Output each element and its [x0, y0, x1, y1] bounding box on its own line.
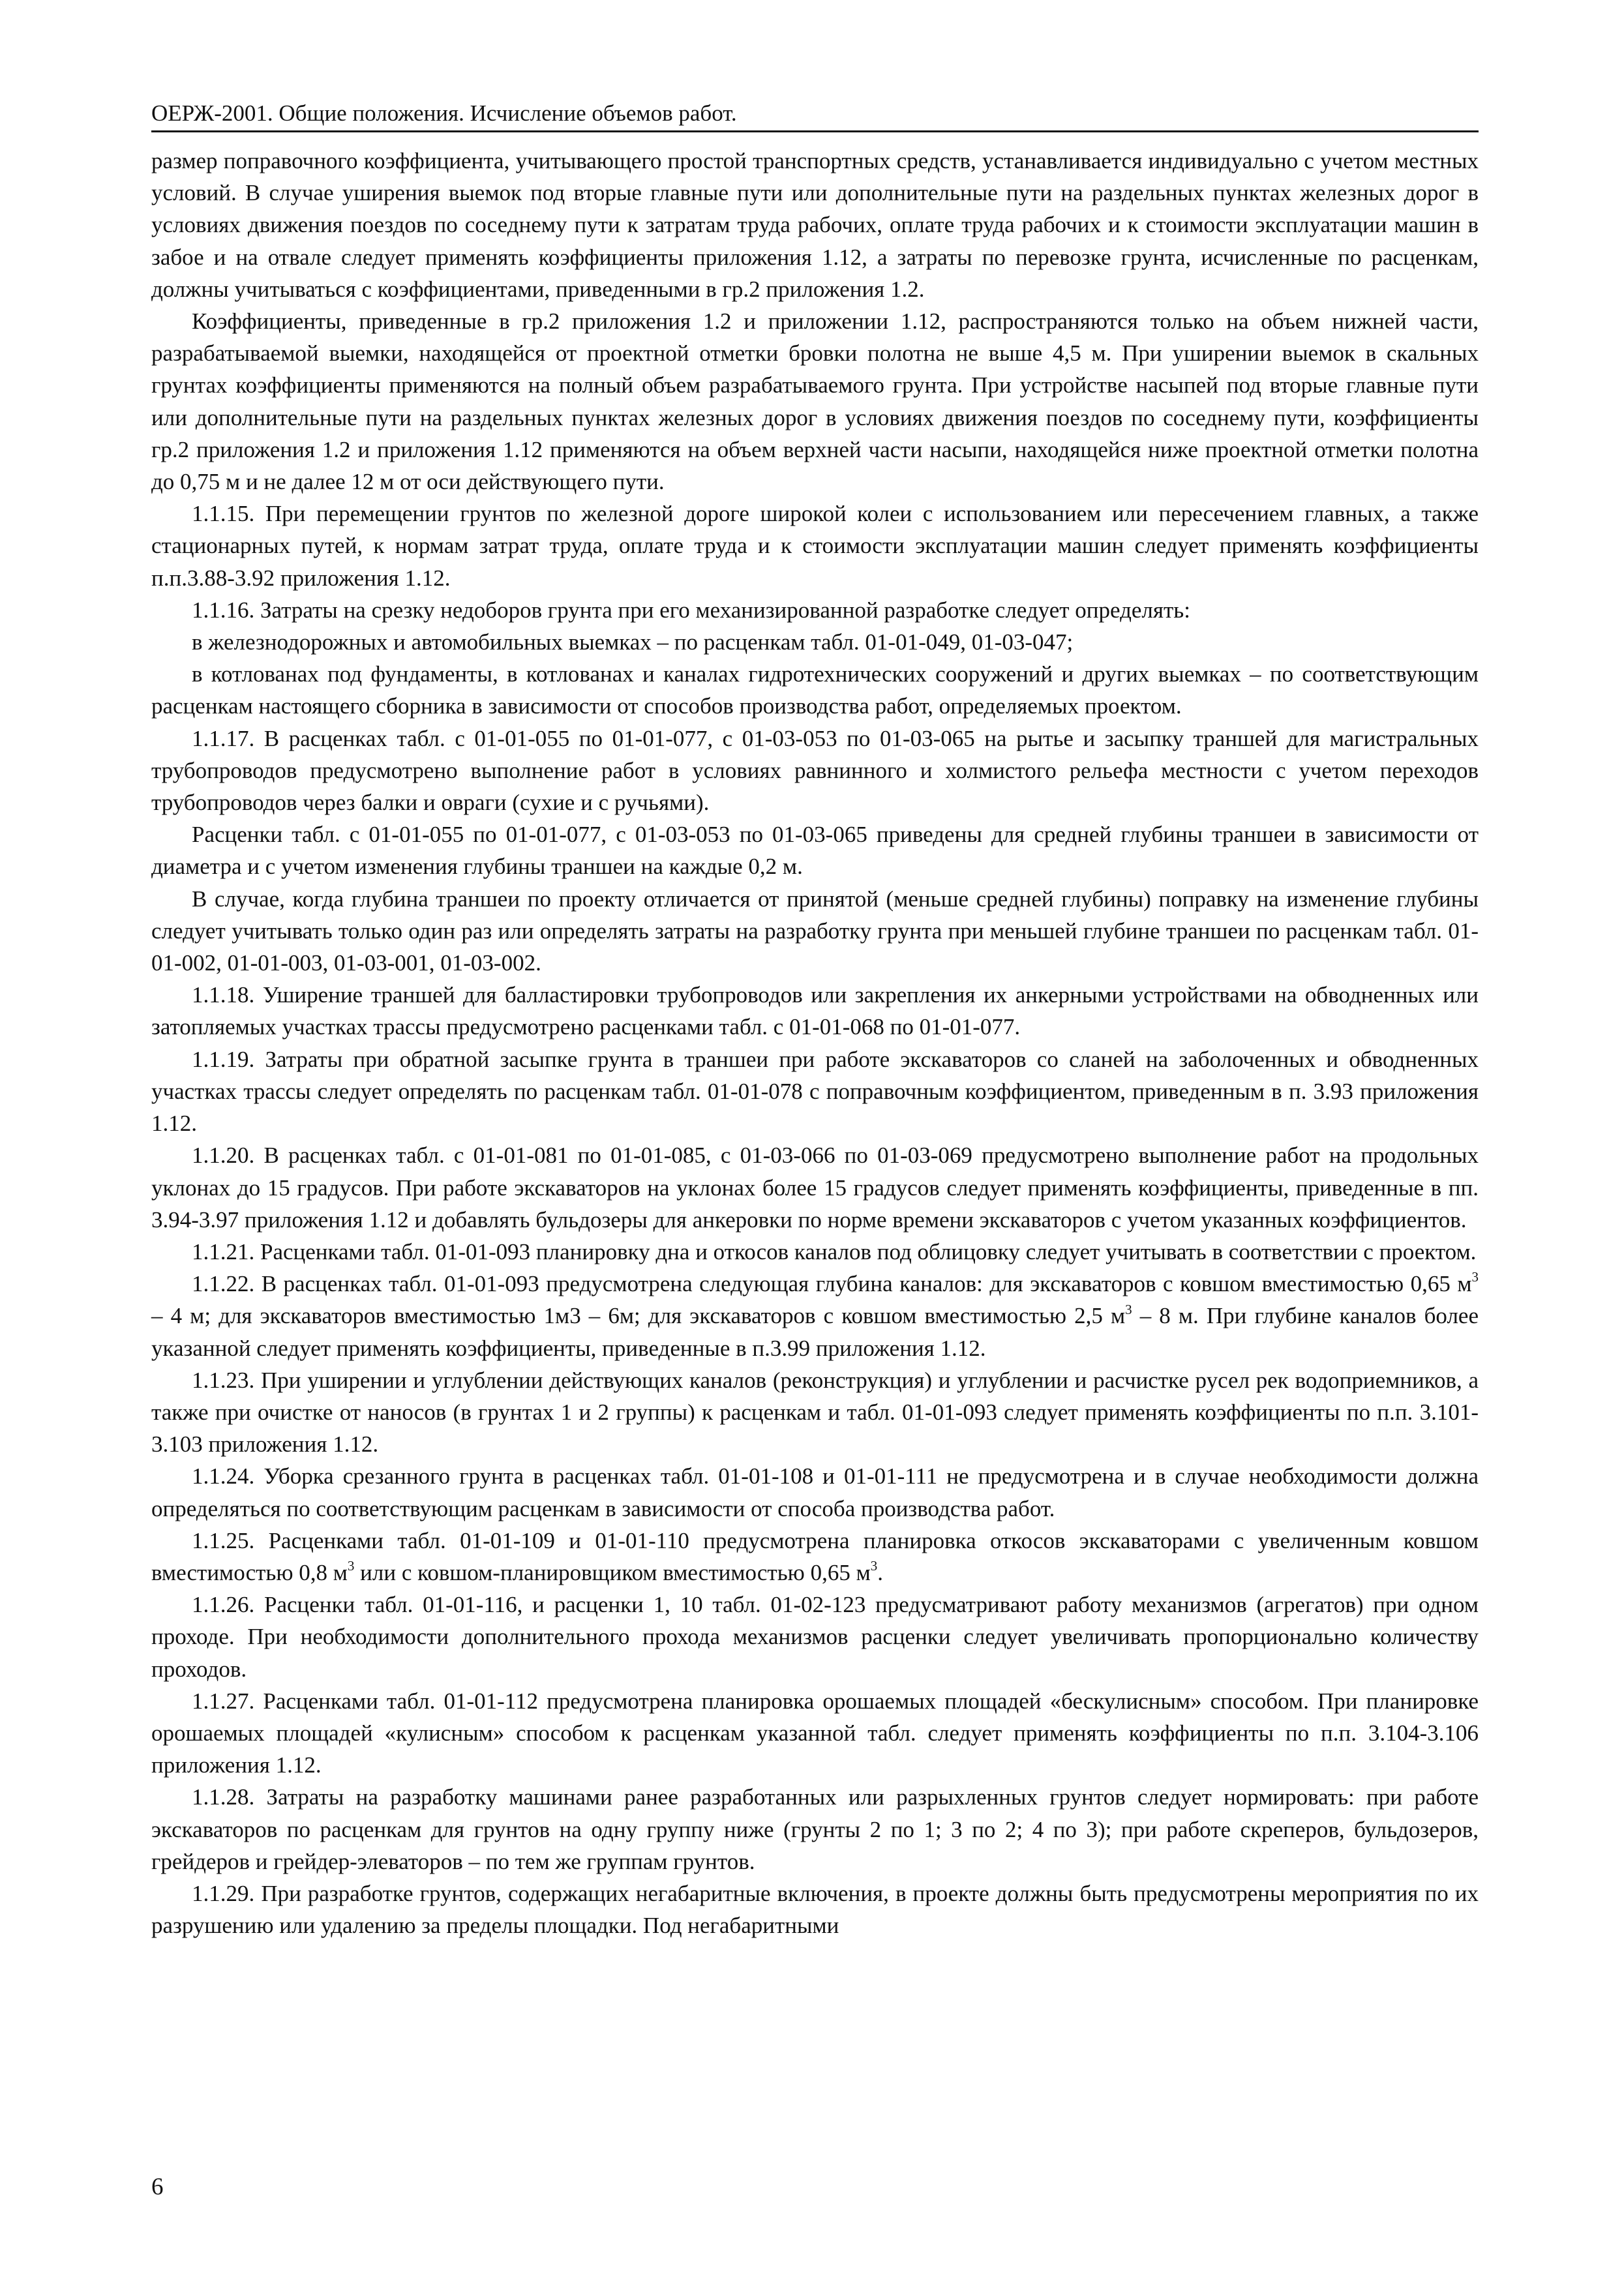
paragraph: 1.1.29. При разработке грунтов, содержащих негабаритные включения, в проекте должны быть предусмотрены мероприятия по их разрушению или удалению за пределы площадки. Под негабаритными: [151, 1880, 1479, 1939]
paragraph: размер поправочного коэффициента, учитывающего простой транспортных средств, устанавливается индивидуально с учетом местных условий. В случае уширения выемок под вторые главные пути или дополнительные пути на раздельных пунктах железных дорог в условиях движения поездов по соседнему пути к затратам труда рабочих, оплате труда рабочих и к стоимости эксплуатации машин в забое и на отвале следует применять коэффициенты приложения 1.12, а затраты по перевозке грунта, исчисленные по расценкам, должны учитываться с коэффициентами, приведенными в гр.2 приложения 1.2.: [151, 148, 1479, 302]
paragraph: Расценки табл. с 01-01-055 по 01-01-077, с 01-03-053 по 01-03-065 приведены для средней глубины траншеи в зависимости от диаметра и с учетом изменения глубины траншеи на каждые 0,2 м.: [151, 822, 1479, 880]
superscript: 3: [1471, 1269, 1479, 1285]
paragraph: [151, 1525, 1479, 1589]
page-number: 6: [151, 2174, 164, 2200]
text-run: или с ковшом-планировщиком вместимостью 0,65 м: [354, 1559, 871, 1585]
paragraph: Коэффициенты, приведенные в гр.2 приложения 1.2 и приложении 1.12, распространяются только на объем нижней части, разрабатываемой выемки, находящейся от проектной отметки бровки полотна не выше 4,5 м. При уширении выемок в скальных грунтах коэффициенты применяются на полный объем разрабатываемого грунта. При устройстве насыпей под вторые главные пути или дополнительные пути на раздельных пунктах железных дорог в условиях движения поездов по соседнему пути, коэффициенты гр.2 приложения 1.2 и приложения 1.12 применяются на объем верхней части насыпи, находящейся ниже проектной отметки полотна до 0,75 м и не далее 12 м от оси действующего пути.: [151, 308, 1479, 495]
paragraph: в котлованах под фундаменты, в котлованах и каналах гидротехнических сооружений и других выемках – по соответствующим расценкам настоящего сборника в зависимости от способов производства работ, определяемых проектом.: [151, 661, 1479, 719]
paragraph: 1.1.18. Уширение траншей для балластировки трубопроводов или закрепления их анкерными устройствами на обводненных или затопляемых участках трассы предусмотрено расценками табл. с 01-01-068 по 01-01-077.: [151, 982, 1479, 1040]
text-run: 1.1.25. Расценками табл. 01-01-109 и 01-01-110 предусмотрена планировка откосов экскаваторами с увеличенным ковшом вместимостью 0,8 м: [151, 1527, 1479, 1585]
superscript: 3: [347, 1558, 355, 1574]
paragraph: 1.1.20. В расценках табл. с 01-01-081 по 01-01-085, с 01-03-066 по 01-03-069 предусмотрено выполнение работ на продольных уклонах до 15 градусов. При работе экскаваторов на уклонах более 15 градусов следует применять коэффициенты, приведенные в пп. 3.94-3.97 приложения 1.12 и добавлять бульдозеры для анкеровки по норме времени экскаваторов с учетом указанных коэффициентов.: [151, 1143, 1479, 1233]
superscript: 3: [870, 1558, 878, 1574]
paragraph: 1.1.17. В расценках табл. с 01-01-055 по 01-01-077, с 01-03-053 по 01-03-065 на рытье и засыпку траншей для магистральных трубопроводов предусмотрено выполнение работ в условиях равнинного и холмистого рельефа местности с учетом переходов трубопроводов через балки и овраги (сухие и с ручьями).: [151, 725, 1479, 816]
paragraph: 1.1.19. Затраты при обратной засыпке грунта в траншеи при работе экскаваторов со сланей на заболоченных и обводненных участках трассы следует определять по расценкам табл. 01-01-078 с поправочным коэффициентом, приведенным в п. 3.93 приложения 1.12.: [151, 1046, 1479, 1137]
document-body: [151, 145, 1479, 1941]
paragraph: В случае, когда глубина траншеи по проекту отличается от принятой (меньше средней глубины) поправку на изменение глубины следует учитывать только один раз или определять затраты на разработку грунта при меньшей глубине траншеи по расценкам табл. 01-01-002, 01-01-003, 01-03-001, 01-03-002.: [151, 886, 1479, 976]
page-header: ОЕРЖ-2001. Общие положения. Исчисление объемов работ.: [151, 99, 1479, 132]
paragraph: в железнодорожных и автомобильных выемках – по расценкам табл. 01-01-049, 01-03-047;: [192, 629, 1074, 655]
paragraph: [151, 1268, 1479, 1364]
text-run: – 4 м; для экскаваторов вместимостью 1м3 – 6м; для экскаваторов с ковшом вместимостью 2,5 м: [151, 1303, 1126, 1329]
text-run: .: [877, 1559, 883, 1585]
paragraph: 1.1.24. Уборка срезанного грунта в расценках табл. 01-01-108 и 01-01-111 не предусмотрена и в случае необходимости должна определяться по соответствующим расценкам в зависимости от способа производства работ.: [151, 1463, 1479, 1521]
paragraph: 1.1.26. Расценки табл. 01-01-116, и расценки 1, 10 табл. 01-02-123 предусматривают работу механизмов (агрегатов) при одном проходе. При необходимости дополнительного прохода механизмов расценки следует увеличивать пропорционально количеству проходов.: [151, 1592, 1479, 1682]
paragraph: 1.1.15. При перемещении грунтов по железной дороге широкой колеи с использованием или пересечением главных, а также стационарных путей, к нормам затрат труда, оплате труда и к стоимости эксплуатации машин следует применять коэффициенты п.п.3.88-3.92 приложения 1.12.: [151, 501, 1479, 591]
superscript: 3: [1125, 1301, 1132, 1317]
text-run: 1.1.22. В расценках табл. 01-01-093 предусмотрена следующая глубина каналов: для экскаваторов с ковшом вместимостью 0,65 м: [192, 1271, 1472, 1297]
paragraph: 1.1.16. Затраты на срезку недоборов грунта при его механизированной разработке следует определять:: [192, 597, 1190, 623]
paragraph: 1.1.28. Затраты на разработку машинами ранее разработанных или разрыхленных грунтов следует нормировать: при работе экскаваторов по расценкам для грунтов на одну группу ниже (грунты 2 по 1; 3 по 2; 4 по 3); при работе скреперов, бульдозеров, грейдеров и грейдер-элеваторов – по тем же группам грунтов.: [151, 1784, 1479, 1874]
paragraph: 1.1.23. При уширении и углублении действующих каналов (реконструкция) и углублении и расчистке русел рек водоприемников, а также при очистке от наносов (в грунтах 1 и 2 группы) к расценкам и табл. 01-01-093 следует применять коэффициенты по п.п. 3.101-3.103 приложения 1.12.: [151, 1367, 1479, 1458]
paragraph: 1.1.27. Расценками табл. 01-01-112 предусмотрена планировка орошаемых площадей «бескулисным» способом. При планировке орошаемых площадей «кулисным» способом к расценкам указанной табл. следует применять коэффициенты по п.п. 3.104-3.106 приложения 1.12.: [151, 1688, 1479, 1778]
text-run: – 8 м. При глубине каналов более указанной следует применять коэффициенты, приведенные в п.3.99 приложения 1.12.: [151, 1303, 1479, 1361]
paragraph: 1.1.21. Расценками табл. 01-01-093 планировку дна и откосов каналов под облицовку следует учитывать в соответствии с проектом.: [192, 1238, 1477, 1264]
